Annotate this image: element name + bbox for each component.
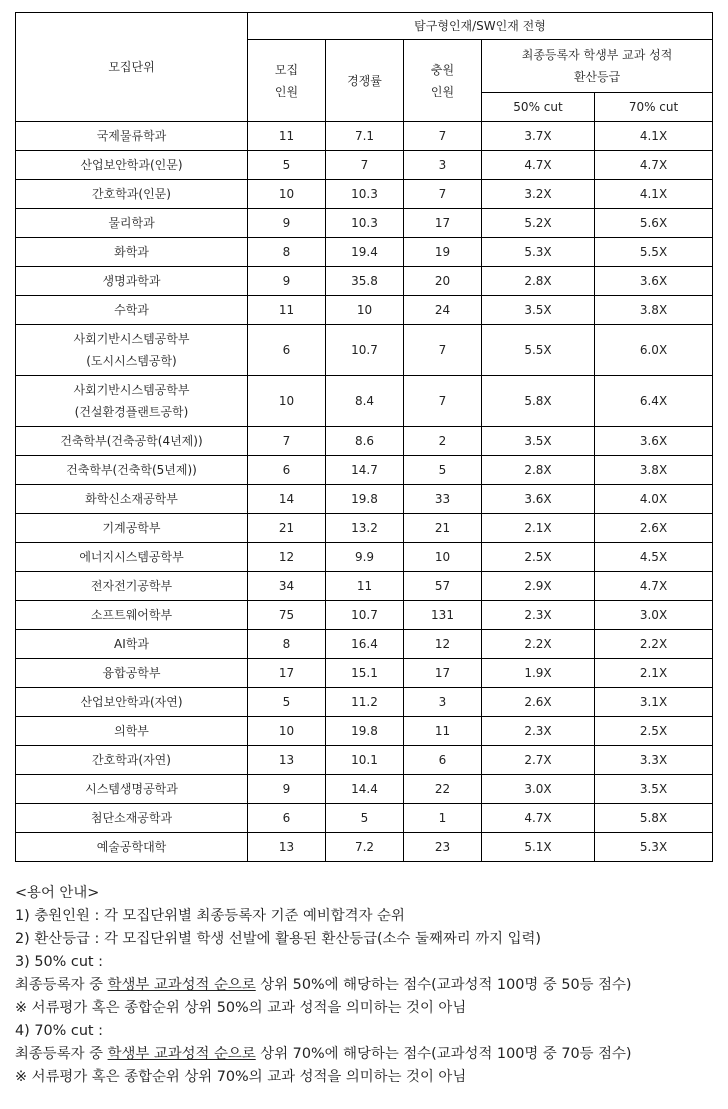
terms-heading: <용어 안내>	[15, 885, 100, 901]
cell-70cut: 3.5X	[595, 775, 713, 804]
col-header-added	[404, 40, 482, 122]
cell-quota: 11	[248, 122, 326, 151]
table-row	[16, 267, 713, 296]
cell-70cut: 6.4X	[595, 376, 713, 427]
cell-unit-line: 건축학부(건축학(5년제))	[66, 463, 197, 477]
col-header-final-grade-line2: 환산등급	[573, 70, 621, 84]
cell-added: 17	[404, 209, 482, 238]
cell-70cut: 3.0X	[595, 601, 713, 630]
cell-unit-line: 기계공학부	[102, 521, 161, 535]
cell-quota: 10	[248, 376, 326, 427]
cell-unit-line: 화학신소재공학부	[85, 492, 178, 506]
cell-quota: 5	[248, 688, 326, 717]
cell-added: 11	[404, 717, 482, 746]
cell-quota: 21	[248, 514, 326, 543]
cell-quota: 12	[248, 543, 326, 572]
col-header-added-line2: 인원	[430, 84, 455, 99]
cell-quota: 9	[248, 209, 326, 238]
cell-unit-line: 산업보안학과(자연)	[80, 695, 183, 709]
cell-unit-line: 융합공학부	[102, 666, 161, 680]
cell-competition: 10	[326, 296, 404, 325]
cell-50cut: 2.3X	[482, 601, 595, 630]
admission-results-table	[15, 12, 713, 862]
table-row	[16, 209, 713, 238]
cell-50cut: 5.8X	[482, 376, 595, 427]
cell-70cut: 5.5X	[595, 238, 713, 267]
cell-unit	[16, 775, 248, 804]
cell-unit-line: 국제물류학과	[96, 129, 167, 143]
cell-unit	[16, 456, 248, 485]
cell-unit-line: (도시시스템공학)	[86, 354, 177, 368]
table-row	[16, 376, 713, 427]
table-row	[16, 601, 713, 630]
cell-added: 7	[404, 122, 482, 151]
cell-unit-line: 전자전기공학부	[90, 579, 173, 593]
cell-50cut: 2.2X	[482, 630, 595, 659]
table-row	[16, 775, 713, 804]
cell-unit-line: 사회기반시스템공학부	[73, 332, 190, 346]
cell-added: 7	[404, 376, 482, 427]
col-header-quota	[248, 40, 326, 122]
cell-added: 7	[404, 180, 482, 209]
cell-unit	[16, 630, 248, 659]
cell-unit	[16, 427, 248, 456]
cell-competition: 7	[326, 151, 404, 180]
table-row	[16, 296, 713, 325]
cell-unit-line: 건축학부(건축공학(4년제))	[60, 434, 203, 448]
cell-unit-line: 소프트웨어학부	[90, 608, 173, 622]
table-row	[16, 325, 713, 376]
cell-50cut: 5.5X	[482, 325, 595, 376]
table-row	[16, 717, 713, 746]
note-3-detail-pre: 최종등록자 중	[15, 977, 108, 993]
cell-competition: 15.1	[326, 659, 404, 688]
cell-70cut: 3.6X	[595, 267, 713, 296]
cell-added: 3	[404, 688, 482, 717]
cell-quota: 14	[248, 485, 326, 514]
col-header-final-grade-line1: 최종등록자 학생부 교과 성적	[521, 48, 673, 62]
note-4: 4) 70% cut :	[15, 1023, 104, 1039]
note-3: 3) 50% cut :	[15, 954, 104, 970]
cell-50cut: 5.3X	[482, 238, 595, 267]
cell-competition: 16.4	[326, 630, 404, 659]
col-header-quota-line1: 모집	[274, 62, 299, 77]
cell-quota: 11	[248, 296, 326, 325]
cell-quota: 9	[248, 775, 326, 804]
note-4-detail	[15, 1043, 715, 1066]
cell-unit-line: 시스템생명공학과	[85, 782, 178, 796]
cell-competition: 19.8	[326, 485, 404, 514]
cell-added: 17	[404, 659, 482, 688]
cell-50cut: 2.3X	[482, 717, 595, 746]
cell-unit-line: 산업보안학과(인문)	[80, 158, 183, 172]
cell-unit	[16, 209, 248, 238]
cell-unit	[16, 122, 248, 151]
table-row	[16, 572, 713, 601]
cell-unit	[16, 601, 248, 630]
table-row	[16, 180, 713, 209]
cell-added: 33	[404, 485, 482, 514]
cell-50cut: 3.7X	[482, 122, 595, 151]
cell-70cut: 6.0X	[595, 325, 713, 376]
cell-unit	[16, 514, 248, 543]
cell-competition: 19.4	[326, 238, 404, 267]
cell-quota: 9	[248, 267, 326, 296]
cell-added: 20	[404, 267, 482, 296]
cell-50cut: 2.6X	[482, 688, 595, 717]
cell-70cut: 4.7X	[595, 151, 713, 180]
cell-quota: 10	[248, 717, 326, 746]
cell-competition: 11	[326, 572, 404, 601]
cell-unit-line: 첨단소재공학과	[90, 811, 173, 825]
table-body	[16, 122, 713, 862]
cell-unit-line: 화학과	[114, 245, 149, 259]
note-3-detail-post: 상위 50%에 해당하는 점수(교과성적 100명 중 50등 점수)	[255, 977, 632, 993]
cell-quota: 34	[248, 572, 326, 601]
cell-quota: 7	[248, 427, 326, 456]
cell-added: 5	[404, 456, 482, 485]
cell-70cut: 5.3X	[595, 833, 713, 862]
cell-added: 10	[404, 543, 482, 572]
table-row	[16, 630, 713, 659]
col-header-final-grade	[482, 40, 713, 93]
table-row	[16, 746, 713, 775]
cell-unit	[16, 659, 248, 688]
table-row	[16, 456, 713, 485]
terms-guide	[15, 882, 715, 1089]
cell-50cut: 3.6X	[482, 485, 595, 514]
cell-70cut: 4.0X	[595, 485, 713, 514]
col-header-70cut: 70% cut	[595, 93, 713, 122]
note-4-detail-post: 상위 70%에 해당하는 점수(교과성적 100명 중 70등 점수)	[255, 1046, 632, 1062]
cell-competition: 19.8	[326, 717, 404, 746]
cell-added: 7	[404, 325, 482, 376]
cell-70cut: 2.2X	[595, 630, 713, 659]
cell-unit	[16, 325, 248, 376]
cell-unit	[16, 376, 248, 427]
table-row	[16, 427, 713, 456]
cell-competition: 10.1	[326, 746, 404, 775]
cell-competition: 10.7	[326, 601, 404, 630]
cell-competition: 10.3	[326, 180, 404, 209]
table-row	[16, 485, 713, 514]
cell-added: 57	[404, 572, 482, 601]
cell-quota: 5	[248, 151, 326, 180]
cell-50cut: 2.8X	[482, 456, 595, 485]
cell-70cut: 3.1X	[595, 688, 713, 717]
cell-unit-line: AI학과	[114, 637, 149, 651]
table-row	[16, 804, 713, 833]
cell-competition: 7.1	[326, 122, 404, 151]
cell-50cut: 5.2X	[482, 209, 595, 238]
cell-competition: 10.3	[326, 209, 404, 238]
cell-unit	[16, 717, 248, 746]
cell-unit-line: (건설환경플랜트공학)	[74, 405, 189, 419]
cell-unit	[16, 151, 248, 180]
note-4-caveat: ※ 서류평가 혹은 종합순위 상위 70%의 교과 성적을 의미하는 것이 아님	[15, 1069, 467, 1085]
cell-competition: 14.4	[326, 775, 404, 804]
cell-quota: 75	[248, 601, 326, 630]
cell-70cut: 4.5X	[595, 543, 713, 572]
cell-unit-line: 예술공학대학	[96, 840, 167, 854]
cell-competition: 11.2	[326, 688, 404, 717]
cell-competition: 7.2	[326, 833, 404, 862]
cell-unit	[16, 267, 248, 296]
table-row	[16, 688, 713, 717]
cell-quota: 6	[248, 804, 326, 833]
cell-70cut: 4.7X	[595, 572, 713, 601]
cell-50cut: 4.7X	[482, 804, 595, 833]
note-3-detail	[15, 974, 715, 997]
cell-70cut: 2.5X	[595, 717, 713, 746]
table-row	[16, 659, 713, 688]
cell-quota: 13	[248, 833, 326, 862]
cell-quota: 17	[248, 659, 326, 688]
cell-unit-line: 간호학과(자연)	[92, 753, 171, 767]
cell-added: 6	[404, 746, 482, 775]
cell-70cut: 4.1X	[595, 122, 713, 151]
note-4-detail-underline: 학생부 교과성적 순으로	[107, 1046, 256, 1062]
cell-quota: 13	[248, 746, 326, 775]
cell-quota: 10	[248, 180, 326, 209]
cell-unit	[16, 746, 248, 775]
cell-50cut: 4.7X	[482, 151, 595, 180]
table-row	[16, 833, 713, 862]
cell-unit	[16, 180, 248, 209]
cell-added: 3	[404, 151, 482, 180]
cell-50cut: 2.8X	[482, 267, 595, 296]
cell-70cut: 5.6X	[595, 209, 713, 238]
cell-competition: 8.6	[326, 427, 404, 456]
cell-70cut: 3.8X	[595, 456, 713, 485]
group-header: 탐구형인재/SW인재 전형	[248, 13, 713, 40]
cell-unit-line: 에너지시스템공학부	[79, 550, 184, 564]
table-row	[16, 238, 713, 267]
cell-70cut: 5.8X	[595, 804, 713, 833]
cell-50cut: 2.7X	[482, 746, 595, 775]
cell-added: 1	[404, 804, 482, 833]
table-row	[16, 514, 713, 543]
cell-added: 22	[404, 775, 482, 804]
cell-50cut: 3.5X	[482, 427, 595, 456]
cell-unit-line: 수학과	[114, 303, 149, 317]
table-row	[16, 151, 713, 180]
cell-50cut: 5.1X	[482, 833, 595, 862]
cell-competition: 9.9	[326, 543, 404, 572]
cell-unit-line: 의학부	[114, 724, 149, 738]
cell-50cut: 2.5X	[482, 543, 595, 572]
cell-unit	[16, 833, 248, 862]
cell-added: 19	[404, 238, 482, 267]
cell-50cut: 1.9X	[482, 659, 595, 688]
cell-50cut: 3.0X	[482, 775, 595, 804]
cell-quota: 6	[248, 456, 326, 485]
col-header-added-line1: 충원	[430, 62, 455, 77]
cell-quota: 6	[248, 325, 326, 376]
cell-unit	[16, 804, 248, 833]
cell-unit-line: 생명과학과	[102, 274, 161, 288]
cell-70cut: 3.6X	[595, 427, 713, 456]
note-2: 2) 환산등급 : 각 모집단위별 학생 선발에 활용된 환산등급(소수 둘째짜리 까지 입력)	[15, 931, 542, 947]
cell-unit	[16, 238, 248, 267]
cell-unit-line: 사회기반시스템공학부	[73, 383, 190, 397]
cell-unit	[16, 572, 248, 601]
cell-50cut: 3.2X	[482, 180, 595, 209]
note-1: 1) 충원인원 : 각 모집단위별 최종등록자 기준 예비합격자 순위	[15, 908, 405, 924]
cell-unit	[16, 296, 248, 325]
note-3-caveat: ※ 서류평가 혹은 종합순위 상위 50%의 교과 성적을 의미하는 것이 아님	[15, 1000, 467, 1016]
cell-70cut: 4.1X	[595, 180, 713, 209]
cell-added: 21	[404, 514, 482, 543]
cell-competition: 14.7	[326, 456, 404, 485]
cell-competition: 10.7	[326, 325, 404, 376]
cell-added: 23	[404, 833, 482, 862]
col-header-50cut: 50% cut	[482, 93, 595, 122]
cell-added: 2	[404, 427, 482, 456]
note-4-detail-pre: 최종등록자 중	[15, 1046, 108, 1062]
table-row	[16, 543, 713, 572]
cell-unit	[16, 485, 248, 514]
cell-70cut: 3.8X	[595, 296, 713, 325]
cell-50cut: 2.1X	[482, 514, 595, 543]
cell-competition: 35.8	[326, 267, 404, 296]
cell-quota: 8	[248, 630, 326, 659]
col-header-competition: 경쟁률	[326, 40, 404, 122]
cell-70cut: 2.1X	[595, 659, 713, 688]
col-header-quota-line2: 인원	[274, 84, 299, 99]
cell-70cut: 2.6X	[595, 514, 713, 543]
note-3-detail-underline: 학생부 교과성적 순으로	[107, 977, 256, 993]
cell-unit-line: 간호학과(인문)	[92, 187, 171, 201]
cell-added: 24	[404, 296, 482, 325]
cell-50cut: 2.9X	[482, 572, 595, 601]
cell-added: 12	[404, 630, 482, 659]
table-row	[16, 122, 713, 151]
cell-unit	[16, 688, 248, 717]
cell-quota: 8	[248, 238, 326, 267]
cell-competition: 8.4	[326, 376, 404, 427]
cell-70cut: 3.3X	[595, 746, 713, 775]
cell-unit	[16, 543, 248, 572]
cell-unit-line: 물리학과	[108, 216, 155, 230]
cell-50cut: 3.5X	[482, 296, 595, 325]
cell-competition: 5	[326, 804, 404, 833]
col-header-unit: 모집단위	[16, 13, 248, 122]
cell-competition: 13.2	[326, 514, 404, 543]
cell-added: 131	[404, 601, 482, 630]
